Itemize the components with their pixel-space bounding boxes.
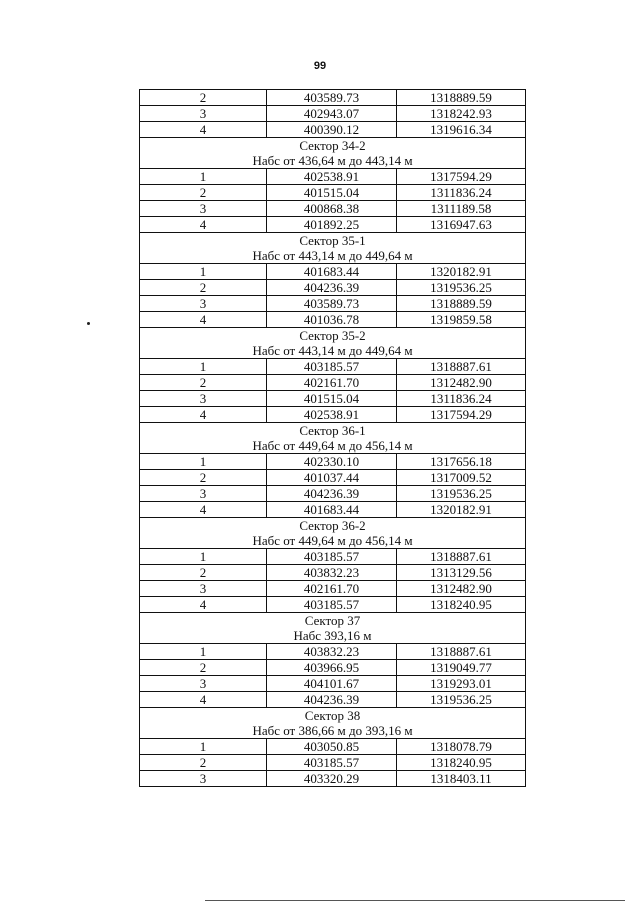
scan-artifact-dot [87,322,90,325]
table-row [140,296,526,312]
y-coordinate-cell: 1319859.58 [397,312,526,328]
x-coordinate-cell: 403185.57 [267,597,397,613]
y-coordinate-cell: 1311836.24 [397,391,526,407]
y-coordinate-cell: 1319293.01 [397,676,526,692]
point-number-cell: 3 [140,391,267,407]
sector-header-row [140,423,526,454]
y-coordinate-cell: 1319536.25 [397,486,526,502]
sector-header-row [140,138,526,169]
x-coordinate-cell: 403589.73 [267,296,397,312]
y-coordinate-cell: 1317009.52 [397,470,526,486]
point-number-cell: 1 [140,169,267,185]
sector-header-row [140,328,526,359]
table-row [140,359,526,375]
sector-title: Сектор 36-1 [299,423,366,438]
point-number-cell: 4 [140,407,267,423]
y-coordinate-cell: 1317594.29 [397,169,526,185]
y-coordinate-cell: 1317656.18 [397,454,526,470]
y-coordinate-cell: 1311836.24 [397,185,526,201]
sector-altitude: Набс от 443,14 м до 449,64 м [252,248,413,263]
x-coordinate-cell: 404236.39 [267,692,397,708]
x-coordinate-cell: 404236.39 [267,486,397,502]
y-coordinate-cell: 1320182.91 [397,502,526,518]
table-row [140,771,526,787]
table-row [140,581,526,597]
y-coordinate-cell: 1318889.59 [397,90,526,106]
x-coordinate-cell: 402538.91 [267,407,397,423]
table-row [140,454,526,470]
point-number-cell: 1 [140,454,267,470]
coordinates-table [139,89,526,787]
table-row [140,312,526,328]
table-row [140,391,526,407]
y-coordinate-cell: 1313129.56 [397,565,526,581]
x-coordinate-cell: 403185.57 [267,755,397,771]
y-coordinate-cell: 1317594.29 [397,407,526,423]
table-row [140,597,526,613]
x-coordinate-cell: 400868.38 [267,201,397,217]
sector-header-row [140,708,526,739]
point-number-cell: 3 [140,486,267,502]
sector-title: Сектор 34-2 [299,138,366,153]
point-number-cell: 2 [140,660,267,676]
table-row [140,407,526,423]
y-coordinate-cell: 1312482.90 [397,375,526,391]
point-number-cell: 2 [140,280,267,296]
y-coordinate-cell: 1318887.61 [397,359,526,375]
page-number: 99 [313,60,327,72]
sector-altitude: Набс от 436,64 м до 443,14 м [252,153,413,168]
x-coordinate-cell: 403050.85 [267,739,397,755]
point-number-cell: 2 [140,185,267,201]
point-number-cell: 2 [140,375,267,391]
table-row [140,169,526,185]
point-number-cell: 3 [140,106,267,122]
sector-altitude: Набс 393,16 м [293,628,372,643]
point-number-cell: 2 [140,90,267,106]
table-row [140,692,526,708]
y-coordinate-cell: 1320182.91 [397,264,526,280]
point-number-cell: 3 [140,676,267,692]
sector-title: Сектор 38 [304,708,361,723]
sector-title: Сектор 35-2 [299,328,366,343]
point-number-cell: 3 [140,771,267,787]
sector-title: Сектор 35-1 [299,233,366,248]
x-coordinate-cell: 401036.78 [267,312,397,328]
table-row [140,185,526,201]
table-row [140,660,526,676]
y-coordinate-cell: 1318887.61 [397,644,526,660]
x-coordinate-cell: 403185.57 [267,359,397,375]
point-number-cell: 4 [140,692,267,708]
y-coordinate-cell: 1312482.90 [397,581,526,597]
table-row [140,486,526,502]
x-coordinate-cell: 403320.29 [267,771,397,787]
y-coordinate-cell: 1318242.93 [397,106,526,122]
table-row [140,106,526,122]
point-number-cell: 4 [140,217,267,233]
sector-header [140,138,526,169]
x-coordinate-cell: 403966.95 [267,660,397,676]
table-row [140,90,526,106]
x-coordinate-cell: 401515.04 [267,185,397,201]
table-row [140,470,526,486]
table-row [140,644,526,660]
point-number-cell: 4 [140,502,267,518]
sector-header [140,613,526,644]
x-coordinate-cell: 403832.23 [267,644,397,660]
y-coordinate-cell: 1319616.34 [397,122,526,138]
table-row [140,201,526,217]
sector-header-row [140,518,526,549]
point-number-cell: 2 [140,565,267,581]
x-coordinate-cell: 401683.44 [267,502,397,518]
y-coordinate-cell: 1316947.63 [397,217,526,233]
sector-altitude: Набс от 449,64 м до 456,14 м [252,533,413,548]
y-coordinate-cell: 1311189.58 [397,201,526,217]
point-number-cell: 4 [140,312,267,328]
sector-header [140,518,526,549]
x-coordinate-cell: 402538.91 [267,169,397,185]
sector-header [140,708,526,739]
table-row [140,280,526,296]
x-coordinate-cell: 404101.67 [267,676,397,692]
sector-header-row [140,613,526,644]
point-number-cell: 3 [140,581,267,597]
table-row [140,676,526,692]
point-number-cell: 3 [140,296,267,312]
point-number-cell: 4 [140,122,267,138]
point-number-cell: 1 [140,739,267,755]
sector-altitude: Набс от 449,64 м до 456,14 м [252,438,413,453]
y-coordinate-cell: 1319049.77 [397,660,526,676]
point-number-cell: 1 [140,549,267,565]
point-number-cell: 1 [140,359,267,375]
table-row [140,755,526,771]
sector-title: Сектор 37 [304,613,361,628]
table-row [140,502,526,518]
table-row [140,217,526,233]
table-row [140,549,526,565]
table-row [140,739,526,755]
x-coordinate-cell: 402330.10 [267,454,397,470]
y-coordinate-cell: 1318887.61 [397,549,526,565]
x-coordinate-cell: 401037.44 [267,470,397,486]
y-coordinate-cell: 1318078.79 [397,739,526,755]
table-row [140,264,526,280]
sector-header [140,423,526,454]
bottom-divider [205,900,625,901]
sector-title: Сектор 36-2 [299,518,366,533]
x-coordinate-cell: 403185.57 [267,549,397,565]
y-coordinate-cell: 1318889.59 [397,296,526,312]
x-coordinate-cell: 402943.07 [267,106,397,122]
coordinates-table-body [140,90,526,787]
point-number-cell: 1 [140,644,267,660]
x-coordinate-cell: 401515.04 [267,391,397,407]
table-row [140,375,526,391]
y-coordinate-cell: 1318240.95 [397,755,526,771]
y-coordinate-cell: 1318240.95 [397,597,526,613]
x-coordinate-cell: 403832.23 [267,565,397,581]
sector-header [140,233,526,264]
sector-altitude: Набс от 443,14 м до 449,64 м [252,343,413,358]
point-number-cell: 2 [140,470,267,486]
sector-header [140,328,526,359]
sector-header-row [140,233,526,264]
x-coordinate-cell: 402161.70 [267,581,397,597]
x-coordinate-cell: 402161.70 [267,375,397,391]
table-row [140,122,526,138]
y-coordinate-cell: 1319536.25 [397,280,526,296]
x-coordinate-cell: 401683.44 [267,264,397,280]
point-number-cell: 4 [140,597,267,613]
x-coordinate-cell: 400390.12 [267,122,397,138]
y-coordinate-cell: 1318403.11 [397,771,526,787]
point-number-cell: 2 [140,755,267,771]
sector-altitude: Набс от 386,66 м до 393,16 м [252,723,413,738]
x-coordinate-cell: 403589.73 [267,90,397,106]
point-number-cell: 1 [140,264,267,280]
x-coordinate-cell: 404236.39 [267,280,397,296]
table-row [140,565,526,581]
point-number-cell: 3 [140,201,267,217]
y-coordinate-cell: 1319536.25 [397,692,526,708]
x-coordinate-cell: 401892.25 [267,217,397,233]
